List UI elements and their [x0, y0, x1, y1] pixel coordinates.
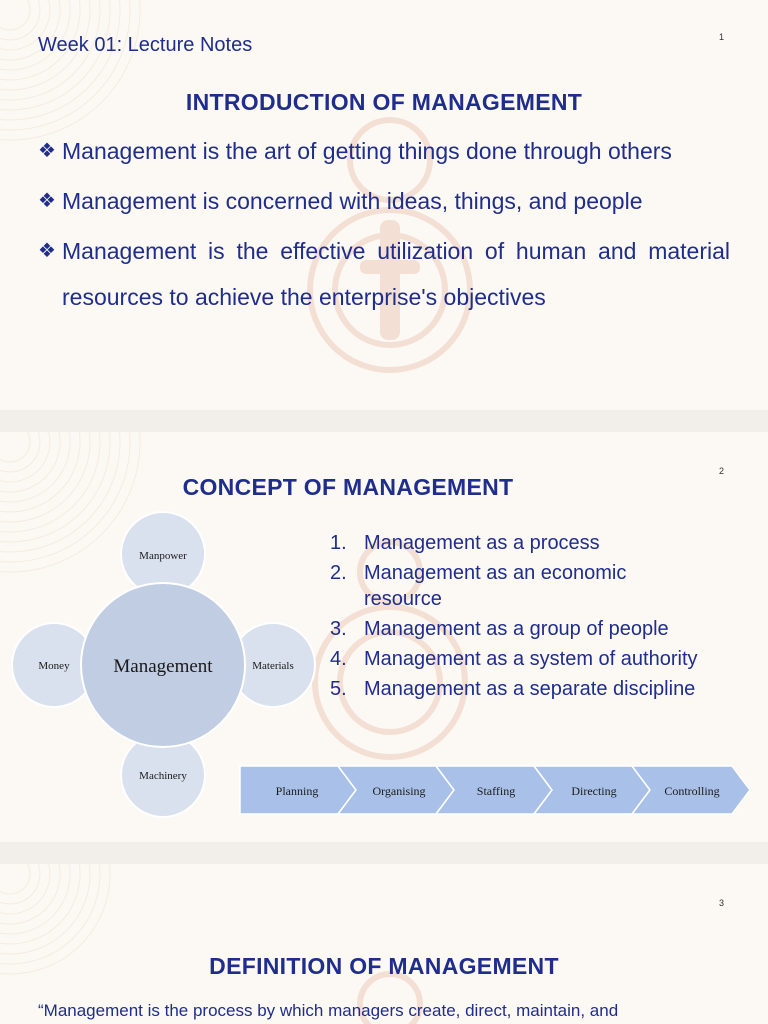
- list-item: [330, 646, 750, 672]
- step-label: Planning: [275, 784, 319, 798]
- list-number: 3.: [330, 618, 347, 640]
- slide-1: [0, 0, 768, 410]
- bullet-item: [38, 128, 730, 174]
- slide-title: INTRODUCTION OF MANAGEMENT: [185, 89, 583, 115]
- page-number: 1: [718, 32, 724, 42]
- center-label: Management: [113, 656, 213, 677]
- bullet-item: [38, 228, 730, 320]
- step-label: Organising: [372, 784, 426, 798]
- list-text: Management as a process: [364, 532, 600, 554]
- list-number: 5.: [330, 678, 347, 700]
- list-number: 2.: [330, 562, 347, 584]
- bullet-list: [38, 128, 730, 324]
- page-number: 2: [718, 466, 724, 476]
- list-text: Management as a system of authority: [364, 648, 698, 670]
- list-text: Management as a separate discipline: [364, 678, 696, 700]
- process-chevrons: [240, 766, 750, 814]
- definition-quote: “Management is the process by which managers create, direct, maintain, and: [38, 1001, 619, 1020]
- slide-title: CONCEPT OF MANAGEMENT: [182, 474, 514, 500]
- week-label: Week 01: Lecture Notes: [38, 34, 253, 56]
- step-label: Staffing: [476, 784, 516, 798]
- left-label: Money: [38, 660, 70, 672]
- list-item: [330, 616, 750, 642]
- step-label: Controlling: [664, 784, 720, 798]
- list-item: [330, 560, 750, 612]
- numbered-list: [330, 530, 750, 706]
- diamond-bullet-icon: ❖: [38, 240, 56, 262]
- bullet-text: Management is the effective utilization of human and material resources to achieve the enterprise's objectives: [62, 238, 730, 310]
- list-number: 4.: [330, 648, 347, 670]
- diamond-bullet-icon: ❖: [38, 140, 56, 162]
- slide-2: [0, 432, 768, 842]
- bullet-item: [38, 178, 730, 224]
- list-item: [330, 530, 750, 556]
- bottom-label: Machinery: [139, 770, 187, 782]
- page-number: 3: [718, 898, 724, 908]
- top-label: Manpower: [139, 550, 187, 562]
- slide-3: [0, 864, 768, 1024]
- list-number: 1.: [330, 532, 347, 554]
- list-item: [330, 676, 750, 702]
- bullet-text: Management is concerned with ideas, things, and people: [62, 188, 643, 214]
- decorative-swirl: [0, 864, 170, 1024]
- list-text: Management as a group of people: [364, 618, 669, 640]
- slide-title: DEFINITION OF MANAGEMENT: [209, 953, 559, 979]
- diamond-bullet-icon: ❖: [38, 190, 56, 212]
- list-text: Management as an economic resource: [364, 562, 627, 610]
- bullet-text: Management is the art of getting things done through others: [62, 138, 672, 164]
- right-label: Materials: [252, 660, 294, 672]
- step-label: Directing: [571, 784, 617, 798]
